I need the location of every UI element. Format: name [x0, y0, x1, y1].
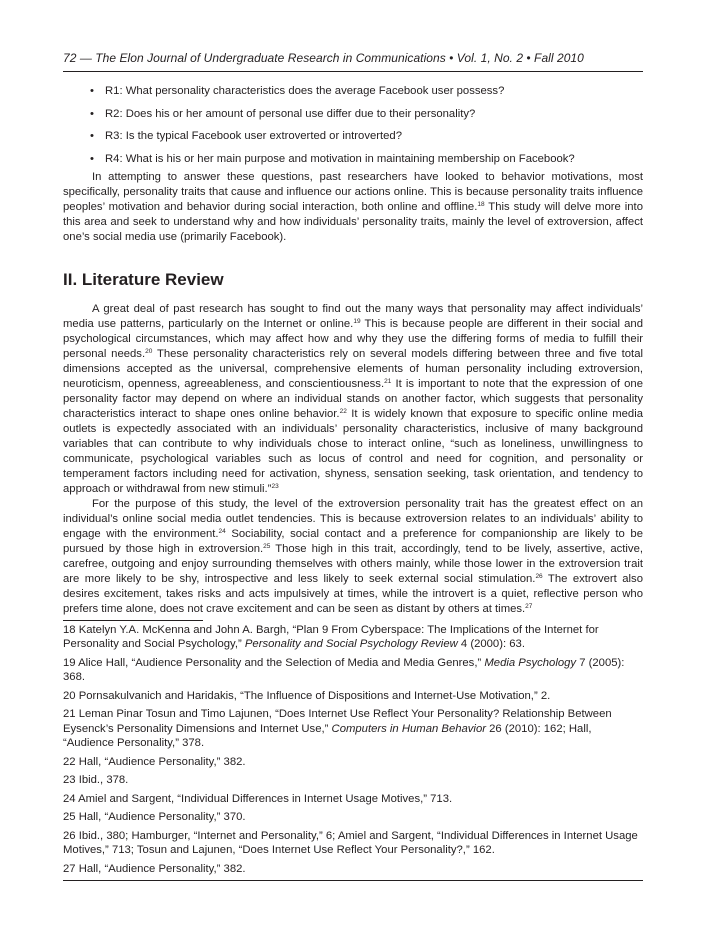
footnote-item: 24 Amiel and Sargent, “Individual Differences in Internet Usage Motives,” 713.	[63, 792, 453, 805]
footnote-text: 4 (2000): 63.	[457, 638, 525, 650]
footnote-ref[interactable]: 25	[263, 542, 271, 550]
footnote-text: 18 Katelyn Y.A. McKenna and John A. Bargh, “Plan 9 From Cyberspace: The Implications of the Internet for Personality and Social Psychology,”	[63, 623, 599, 650]
intro-paragraph	[63, 170, 643, 245]
footnote-source-title: Personality and Social Psychology Review	[244, 638, 458, 650]
intro-text: In attempting to answer these questions, past researchers have looked to behavior motivations, most specifically, personality traits that cause and influence our actions online. This is because personality traits influence peoples’ motivation and behavior during social interaction, both online and offline.	[63, 170, 643, 213]
bullet-glyph: •	[90, 152, 94, 165]
research-question-text: R2: Does his or her amount of personal use differ due to their personality?	[105, 107, 476, 120]
literature-paragraph	[63, 302, 643, 497]
footnote-text: 7 (2005): 368.	[63, 656, 625, 683]
research-question-list	[63, 84, 643, 167]
footnote-ref[interactable]: 19	[353, 317, 361, 325]
bullet-glyph: •	[90, 85, 94, 97]
footnote-item: 26 Ibid., 380; Hamburger, “Internet and Personality,” 6; Amiel and Sargent, “Individual Differences in Internet Usage Motives,” 713; Tosun and Lajunen, “Does Internet Use Reflect Your Personality?,” 162.	[63, 829, 638, 856]
footnote-ref[interactable]: 20	[145, 347, 153, 355]
bullet-glyph: •	[90, 107, 94, 120]
section-heading: II. Literature Review	[63, 269, 224, 289]
research-question-text: R4: What is his or her main purpose and motivation in maintaining membership on Facebook?	[105, 152, 575, 165]
research-question-text: R3: Is the typical Facebook user extroverted or introverted?	[105, 130, 403, 142]
paragraph-text: It is widely known that exposure to specific online media outlets is expectedly associated with an individuals’ personality characteristics, inclusive of many background variables that can contribute to why individuals chose to interact online, “such as loneliness, unwillingness to communicate, psychological variables such as locus of control and need for cognition, and personality or temperament factors including need for activation, shyness, sensation seeking, task orientation, and tendency to approach or withdrawal from new stimuli.”	[63, 407, 643, 495]
paragraph-text: These personality characteristics rely on several models differing between three and five total dimensions accepted as the universal, comprehensive elements of human personality including extroversion, neuroticism, openness, agreeableness, and conscientiousness.	[63, 347, 643, 390]
footnote-item: 25 Hall, “Audience Personality,” 370.	[63, 811, 246, 823]
footnote-ref[interactable]: 21	[384, 377, 392, 385]
footnote-ref[interactable]: 18	[477, 200, 485, 208]
footnote-item	[63, 707, 643, 751]
footnote-ref[interactable]: 27	[525, 602, 533, 610]
header-rule	[63, 71, 643, 72]
paragraph-text: A great deal of past research has sought to find out the many ways that personality may affect individuals’ media use patterns, particularly on the Internet or online.	[63, 302, 643, 330]
paragraph-text: It is important to note that the expression of one personality factor may depend on where an individual stands on another factor, which suggests that personality characteristics interact to shape ones online behavior.	[63, 377, 643, 420]
footnote-text: 19 Alice Hall, “Audience Personality and the Selection of Media and Media Genres,”	[63, 656, 485, 669]
footnote-item: 23 Ibid., 378.	[63, 774, 129, 786]
intro-text: This study will delve more into this area and seek to understand why and how individuals’ personality traits, mainly the level of extroversion, affect one’s social media use (primarily Facebook).	[63, 200, 643, 243]
journal-page	[63, 50, 643, 881]
paragraph-text: Those high in this trait, accordingly, tend to be lively, assertive, active, carefree, outgoing and enjoy surrounding themselves with others mainly, while those lower in the extroversion trait are more likely to be shy, introspective and less likely to seek external social stimulation.	[63, 542, 644, 585]
footnote-ref[interactable]: 22	[339, 407, 347, 415]
footnote-item: 27 Hall, “Audience Personality,” 382.	[63, 862, 246, 875]
paragraph-text: Sociability, social contact and a preference for companionship are likely to be pursued by those high in extroversion.	[63, 527, 643, 555]
paragraph-text: This is because people are different in their social and psychological circumstances, which may affect how and why they use the differing forms of media to fulfill their personal needs.	[63, 317, 643, 360]
research-question-item	[63, 107, 643, 122]
research-question-item	[63, 129, 643, 144]
running-head: 72 — The Elon Journal of Undergraduate Research in Communications • Vol. 1, No. 2 • Fall 2010	[63, 51, 584, 65]
footnote-item	[63, 656, 643, 685]
footnote-item: 22 Hall, “Audience Personality,” 382.	[63, 755, 246, 768]
footnote-item: 20 Pornsakulvanich and Haridakis, “The Influence of Dispositions and Internet-Use Motivation,” 2.	[63, 689, 551, 702]
footnote-ref[interactable]: 23	[271, 482, 279, 490]
footnote-ref[interactable]: 24	[218, 527, 226, 535]
footnote-text: 26 (2010): 162; Hall, “Audience Personality,” 378.	[63, 722, 592, 749]
paragraph-text: For the purpose of this study, the level of the extroversion personality trait has the greatest effect on an individual’s online social media outlet tendencies. This is because extroversion relates to an individuals’ ability to engage with the environment.	[63, 497, 643, 540]
footnote-ref[interactable]: 26	[535, 572, 543, 580]
footnote-source-title: Computers in Human Behavior	[331, 722, 486, 735]
bullet-glyph: •	[90, 130, 94, 142]
footnote-item	[63, 623, 643, 652]
footnote-text: 21 Leman Pinar Tosun and Timo Lajunen, “Does Internet Use Reflect Your Personality? Relationship Between Eysenck’s Personality Dimensions and Internet Use,”	[63, 708, 612, 735]
literature-paragraph	[63, 497, 643, 617]
research-question-item	[63, 152, 643, 167]
paragraph-text: The extrovert also desires excitement, takes risks and acts impulsively at times, while the introvert is a quiet, reflective person who prefers time alone, does not crave excitement and can be seen as distant by others at times.	[63, 572, 643, 615]
footnotes	[63, 623, 643, 877]
bottom-rule	[63, 880, 643, 881]
research-question-item	[63, 84, 643, 99]
research-question-text: R1: What personality characteristics does the average Facebook user possess?	[105, 85, 505, 97]
footnote-source-title: Media Psychology	[484, 656, 577, 669]
footnote-rule	[63, 620, 203, 621]
